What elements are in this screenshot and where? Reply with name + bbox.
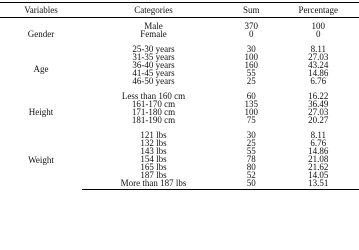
- sum-cell: 160: [244, 60, 259, 70]
- percentage-cell: 21.08: [308, 154, 329, 164]
- header-row: [0, 3, 359, 18]
- sum-cell: 30: [246, 130, 256, 140]
- category-cell: 143 lbs: [140, 146, 167, 156]
- percentage-cell: 21.62: [308, 162, 329, 172]
- sum-cell: 100: [244, 107, 259, 117]
- table-row: [0, 45, 359, 53]
- category-cell: 165 lbs: [140, 162, 167, 172]
- percentage-cell: 43.24: [308, 60, 329, 70]
- category-cell: More than 187 lbs: [82, 179, 225, 190]
- sum-cell: 100: [244, 52, 259, 62]
- percentage-cell: 6.76: [310, 76, 327, 86]
- category-cell: 187 lbs: [140, 170, 167, 180]
- sum-cell: 50: [225, 179, 278, 190]
- category-cell: 121 lbs: [140, 130, 167, 140]
- sum-cell: 370: [244, 21, 259, 31]
- percentage-cell: 8.11: [310, 44, 326, 54]
- header-variables: Variables: [24, 5, 58, 15]
- table-row: [0, 131, 359, 139]
- sum-cell: 55: [246, 146, 256, 156]
- percentage-cell: 27.03: [308, 52, 329, 62]
- sum-cell: 55: [246, 68, 256, 78]
- category-cell: Male: [144, 21, 163, 31]
- sum-cell: 78: [246, 154, 256, 164]
- percentage-cell: 14.86: [308, 68, 329, 78]
- sum-cell: 135: [244, 99, 259, 109]
- sum-cell: 80: [246, 162, 256, 172]
- sum-cell: 60: [246, 91, 256, 101]
- category-cell: 25-30 years: [132, 44, 175, 54]
- category-cell: 41-45 years: [132, 68, 175, 78]
- category-cell: 181-190 cm: [131, 115, 176, 125]
- table-header: [0, 3, 359, 18]
- table-body: [0, 18, 359, 190]
- category-cell: 154 lbs: [140, 154, 167, 164]
- category-cell: Female: [140, 29, 167, 39]
- sum-cell: 25: [246, 138, 256, 148]
- category-cell: 36-40 years: [132, 60, 175, 70]
- percentage-cell: 13.51: [278, 179, 359, 190]
- variable-gender: Gender: [27, 28, 55, 39]
- category-cell: Less than 160 cm: [121, 91, 186, 101]
- header-categories: Categories: [134, 5, 173, 15]
- percentage-cell: 0: [316, 29, 321, 39]
- sum-cell: 25: [246, 76, 256, 86]
- category-cell: 132 lbs: [140, 138, 167, 148]
- percentage-cell: 36.49: [308, 99, 329, 109]
- table-row: [0, 92, 359, 100]
- table-row: [0, 18, 359, 31]
- percentage-cell: 100: [311, 21, 326, 31]
- percentage-cell: 8.11: [310, 130, 326, 140]
- category-cell: 46-50 years: [132, 76, 175, 86]
- sum-cell: 0: [249, 29, 254, 39]
- category-cell: 31-35 years: [132, 52, 175, 62]
- variable-height: Height: [28, 106, 54, 117]
- sum-cell: 75: [246, 115, 256, 125]
- percentage-cell: 14.86: [308, 146, 329, 156]
- demographics-table: [0, 2, 359, 190]
- percentage-cell: 16.22: [308, 91, 329, 101]
- percentage-cell: 20.27: [308, 115, 329, 125]
- category-cell: 171-180 cm: [131, 107, 176, 117]
- variable-age: Age: [33, 63, 49, 74]
- percentage-cell: 6.76: [310, 138, 327, 148]
- header-sum: Sum: [243, 5, 260, 15]
- percentage-cell: 27.03: [308, 107, 329, 117]
- sum-cell: 52: [246, 170, 256, 180]
- header-percentage: Percentage: [298, 5, 339, 15]
- variable-weight: Weight: [28, 155, 54, 166]
- category-cell: 161-170 cm: [131, 99, 176, 109]
- percentage-cell: 14.05: [308, 170, 329, 180]
- sum-cell: 30: [246, 44, 256, 54]
